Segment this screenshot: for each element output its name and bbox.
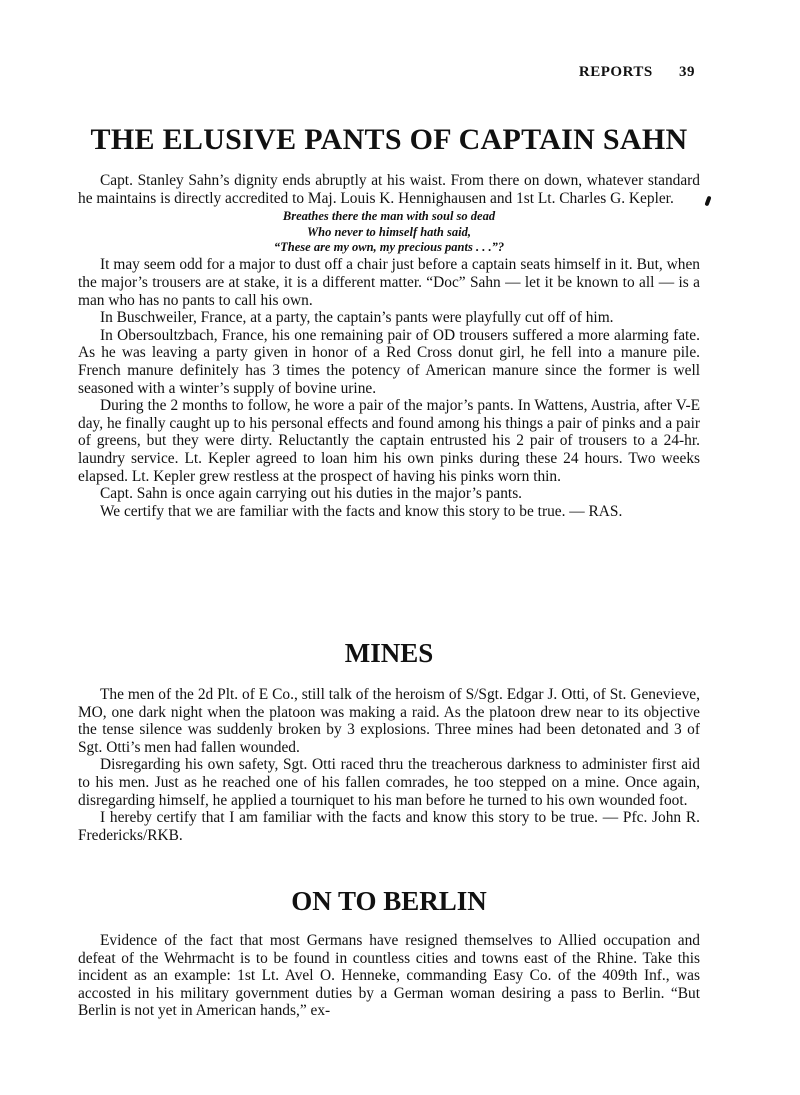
paragraph: The men of the 2d Plt. of E Co., still talk of the heroism of S/Sgt. Edgar J. Otti, of St. Genevieve, MO, one dark night when the platoon was making a raid. As the platoon drew near to its objective the tense silence was suddenly broken by 3 explosions. Three mines had been detonated and 3 of Sgt. Otti’s men had fallen wounded. (78, 686, 700, 756)
intro-paragraph: Capt. Stanley Sahn’s dignity ends abruptly at his waist. From there on down, whatever standard he maintains is directly accredited to Maj. Louis K. Hennighausen and 1st Lt. Charles G. Kepler. (78, 172, 700, 207)
section-name: REPORTS (578, 64, 653, 80)
poem-line: Breathes there the man with soul so dead (282, 209, 496, 224)
article-title: ON TO BERLIN (291, 886, 487, 916)
paragraph: Disregarding his own safety, Sgt. Otti raced thru the treacherous darkness to administer first aid to his men. Just as he reached one of his fallen comrades, he too stepped on a mine. Once again, disregarding himself, he applied a tourniquet to his man before he turned to his own wounded foot. (78, 756, 700, 809)
paragraph: It may seem odd for a major to dust off a chair just before a captain seats himself in it. But, when the major’s trousers are at stake, it is a different matter. “Doc” Sahn — let it be known to all — is a man who has no pants to call his own. (78, 256, 700, 309)
article-title: MINES (344, 638, 434, 668)
poem-line: “These are my own, my precious pants . . .”? (273, 240, 505, 254)
paragraph: In Obersoultzbach, France, his one remaining pair of OD trousers suffered a more alarming fate. As he was leaving a party given in honor of a Red Cross donut girl, he fell into a manure pile. French manure definitely has 3 times the potency of American manure since the former is well seasoned with a winter’s supply of bovine urine. (78, 326, 700, 397)
article-body (78, 932, 700, 1020)
paragraph: During the 2 months to follow, he wore a pair of the major’s pants. In Wattens, Austria, after V-E day, he finally caught up to his personal effects and found among his things a pair of pinks and a pair of greens, but they were dirty. Reluctantly the captain entrusted his 2 pair of trousers to a 24-hr. laundry service. Lt. Kepler agreed to loan him his own pinks during these 24 hours. Two weeks elapsed. Lt. Kepler grew restless at the prospect of having his pinks worn thin. (78, 397, 700, 485)
paragraph: Capt. Sahn is once again carrying out his duties in the major’s pants. (100, 485, 523, 503)
paragraph: Evidence of the fact that most Germans have resigned themselves to Allied occupation and defeat of the Wehrmacht is to be found in countless cities and towns east of the Rhine. Take this incident as an example: 1st Lt. Avel O. Henneke, commanding Easy Co. of the 409th Inf., was accosted in his military government duties by a German woman desiring a pass to Berlin. “But Berlin is not yet in American hands,” ex- (78, 932, 700, 1020)
poem-quote (78, 209, 700, 255)
article-mines (78, 636, 700, 844)
ink-blot-mark (704, 196, 711, 207)
article-body (78, 686, 700, 844)
poem-line: Who never to himself hath said, (307, 224, 471, 239)
paragraph: I hereby certify that I am familiar with the facts and know this story to be true. — Pfc. John R. Fredericks/RKB. (78, 809, 700, 844)
article-elusive-pants (78, 122, 700, 520)
paragraph: In Buschweiler, France, at a party, the captain’s pants were playfully cut off of him. (100, 309, 614, 327)
article-body (78, 172, 700, 520)
paragraph: We certify that we are familiar with the facts and know this story to be true. — RAS. (100, 502, 623, 520)
article-title: THE ELUSIVE PANTS OF CAPTAIN SAHN (90, 123, 688, 156)
article-on-to-berlin (78, 884, 700, 1020)
running-header (579, 64, 695, 81)
page-number: 39 (679, 64, 695, 80)
